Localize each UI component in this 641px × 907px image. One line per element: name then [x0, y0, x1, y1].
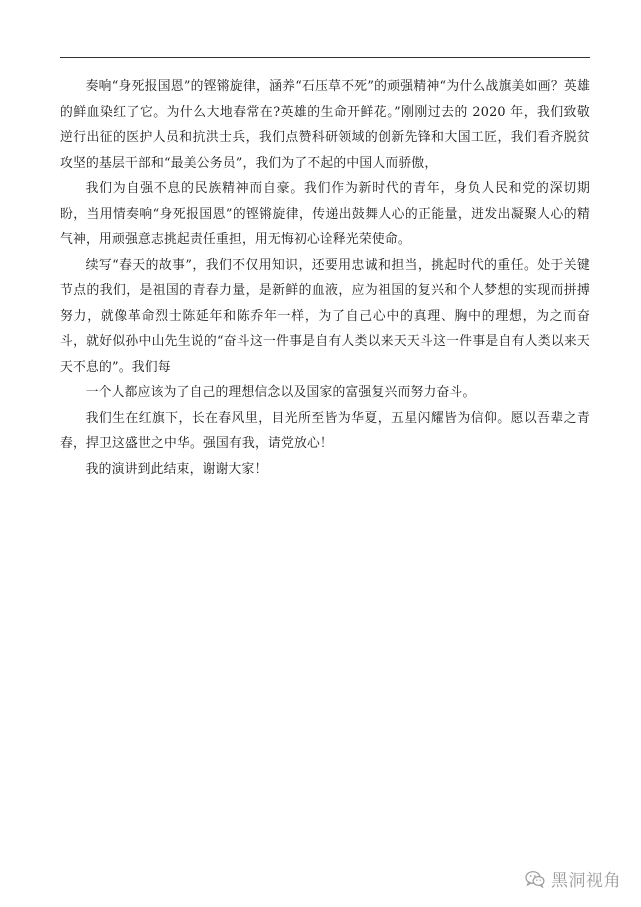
watermark: [525, 866, 621, 891]
paragraph-4: 一个人都应该为了自己的理想信念以及国家的富强复兴而努力奋斗。: [85, 385, 476, 400]
paragraph-1: 奏响“身死报国恩”的铿锵旋律，涵养“石压草不死”的顽强精神“为什么战旗美如画？英雄的鲜血染红了它。为什么大地春常在?英雄的生命开鲜花。”刚刚过去的 2020 年，我们致敬逆行出征的医护人员和抗洪士兵，我们点赞科研领域的创新先锋和大国工匠，我们看齐脱贫攻坚的基层干部和“最美公务员”，我们为了不起的中国人而骄傲，: [60, 79, 590, 171]
header-rule: [60, 57, 590, 58]
paragraph-6: 我的演讲到此结束，谢谢大家！: [85, 461, 268, 477]
wechat-icon: [525, 870, 545, 888]
paragraph-3: 续写“春天的故事”，我们不仅用知识，还要用忠诚和担当，挑起时代的重任。处于关键节点的我们，是祖国的青春力量，是新鲜的血液，应为祖国的复兴和个人梦想的实现而拼搏努力，就像革命烈士陈延年和陈乔年一样，为了自己心中的真理、胸中的理想，为之而奋斗，就好似孙中山先生说的“奋斗这一件事是自有人类以来天天斗这一件事是自有人类以来天天不息的”。我们每: [60, 257, 590, 375]
paragraph-5: 我们生在红旗下，长在春风里，目光所至皆为华夏，五星闪耀皆为信仰。愿以吾辈之青春，捍卫这盛世之中华。强国有我，请党放心！: [60, 410, 590, 451]
paragraph-2: 我们为自强不息的民族精神而自豪。我们作为新时代的青年，身负人民和党的深切期盼，当用情奏响“身死报国恩”的铿锵旋律，传递出鼓舞人心的正能量，迸发出凝聚人心的精气神，用顽强意志挑起责任重担，用无悔初心诠释光荣使命。: [60, 181, 590, 247]
document-body: [60, 74, 590, 482]
watermark-text: 黑洞视角: [551, 871, 621, 891]
